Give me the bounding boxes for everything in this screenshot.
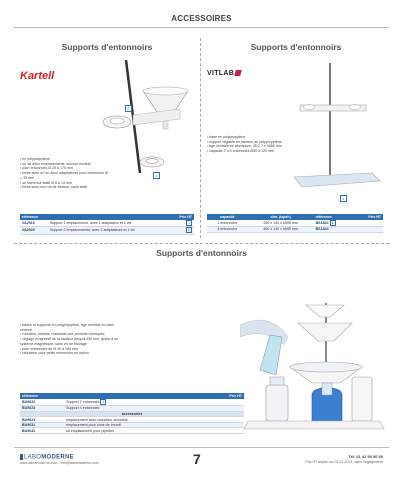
desc-cell: Support 4 entonnoirs (64, 406, 208, 412)
right-product-table (207, 214, 383, 233)
image-tag: 2 (125, 105, 132, 112)
section-divider (14, 243, 389, 244)
bullet-item: • livrés avec un ou deux adaptateurs pour entonnoirs Ø < 35 mm (20, 171, 108, 180)
desc-cell: kit emplacement pour pipettes (64, 428, 208, 434)
ref-cell: BU9641 (20, 428, 64, 434)
table-header: référence (20, 214, 48, 220)
table-header: référence (314, 214, 355, 220)
capacity-cell: 2 entonnoirs (207, 220, 248, 227)
vitlab-logo-mark (234, 70, 242, 76)
table-header: référence (20, 393, 64, 399)
bullet-item: • pour entonnoirs Ø 25 à 170 mm (20, 166, 108, 171)
table-row (20, 399, 244, 406)
bullet-item: • support réglable en hauteur en polypropylène (207, 140, 287, 145)
ref-cell: VA2920 (20, 227, 48, 235)
footer-website[interactable]: www.labomoderne.com - info@labomoderne.com (20, 461, 99, 465)
bullet-item: • réglage progressif de la hauteur jusqu'à 450 mm, grâce à un système magnétique, sans vis de blocage (20, 337, 120, 346)
ref-cell: BU9624 (20, 406, 64, 412)
ref-cell: BU9622 (20, 399, 64, 406)
desc-cell: emplacement pour cône de Imhoff (64, 422, 208, 428)
desc-cell: Support 2 emplacements, avec 2 adaptateurs et 1 vis (48, 227, 171, 235)
table-row (20, 220, 194, 227)
item-number-badge: 1 (188, 220, 190, 225)
right-section-title: Supports d'entonnoirs (250, 42, 342, 52)
bottom-product-table (20, 393, 244, 434)
item-number-badge: 2 (188, 228, 190, 233)
bullet-item: • livrés avec une vis de fixation, sans statif (20, 185, 108, 190)
bullet-item: • un ou deux emplacements, suivant modèle (20, 162, 108, 167)
desc-cell: Support 1 emplacement, avec 1 adaptateur et 1 vis (48, 220, 171, 227)
vitlab-funnel-support-image (292, 55, 384, 205)
image-tag: 1 (153, 172, 160, 179)
dimension-cell: 450 x 140 x h595 mm (248, 227, 314, 233)
bullet-item: • se fixent sur statif Ø 8 à 14 mm (20, 181, 108, 186)
left-section-title: Supports d'entonnoirs (61, 42, 153, 52)
dimension-cell: 250 x 140 x h595 mm (248, 220, 314, 227)
bullet-item: • réducteur pour petits entonnoirs en option (20, 351, 120, 356)
column-divider (200, 38, 201, 238)
ref-cell: BU9631 (20, 422, 64, 428)
ref-cell: BS1822 1 (314, 220, 355, 227)
desc-cell: emplacement avec réducteur amovible (64, 417, 208, 423)
table-header: Prix HT (171, 214, 194, 220)
labomoderne-logo: LABOMODERNE (20, 454, 74, 461)
table-header: capacité (207, 214, 248, 220)
vitlab-logo: VITLAB (207, 70, 241, 77)
page-number: 7 (193, 451, 201, 467)
logo-bar-icon (20, 454, 23, 460)
header-divider (14, 27, 389, 28)
bullet-item: • pour entonnoirs de Ø 40 à 180 mm (20, 347, 120, 352)
table-header: Prix HT (355, 214, 383, 220)
footer-price-note: Prix HT départ au 01.01.2024, sans engagement (305, 460, 383, 464)
ref-cell: VA2910 (20, 220, 48, 227)
bottom-bullet-list (20, 323, 120, 356)
table-row (20, 227, 194, 235)
footer-divider (14, 447, 389, 448)
item-number-badge: 1 (331, 220, 334, 225)
left-product-table (20, 214, 194, 235)
bullet-item: • en polypropylène (20, 157, 108, 162)
table-header: Prix HT (208, 393, 244, 399)
ref-cell: BS1824 (314, 227, 355, 233)
table-row (207, 227, 383, 233)
item-number-badge: 1 (102, 399, 105, 404)
left-bullet-list (20, 157, 108, 190)
ref-cell: BU9621 (20, 417, 64, 423)
bottom-section-title: Supports d'entonnoirs (156, 248, 247, 258)
page-header: ACCESSOIRES (171, 14, 232, 23)
table-row (207, 220, 383, 227)
image-tag: 1 (340, 195, 347, 202)
bullet-item: • capacité 2 à 4 entonnoirs Ø50 à 120 mm (207, 149, 287, 154)
magnetic-funnel-support-image (240, 285, 385, 435)
bullet-item: • robustes, stables, résistants aux produits chimiques (20, 332, 120, 337)
kartell-logo: Kartell (20, 70, 55, 82)
bullet-item: • bases et supports en polypropylène, tige centrale en acier chromé (20, 323, 120, 332)
right-bullet-list (207, 135, 287, 154)
bullet-item: • base en polypropylène (207, 135, 287, 140)
desc-cell: Support 2 entonnoirs 1 (64, 399, 208, 406)
footer-phone: Tél. 01 42 50 50 50 (348, 454, 383, 459)
bullet-item: • tige centrale en aluminium, Ø12,7 x h585 mm (207, 144, 287, 149)
capacity-cell: 4 entonnoirs (207, 227, 248, 233)
table-subheader: accessoires (20, 411, 244, 417)
table-header: dim. (lxpxh) (248, 214, 314, 220)
table-row (20, 428, 244, 434)
